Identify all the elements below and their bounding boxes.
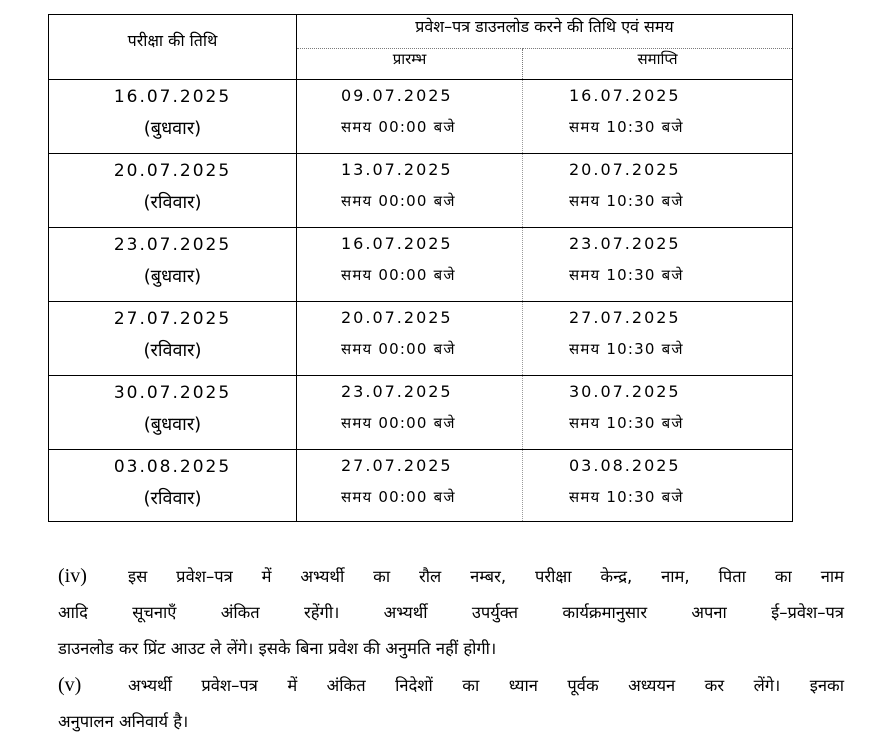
- end-time: समय 10:30 बजे: [569, 340, 684, 358]
- exam-day: (रविवार): [143, 340, 202, 361]
- table-row: [49, 154, 793, 228]
- start-cell: [297, 154, 523, 228]
- note-line: [58, 558, 844, 595]
- exam-date-cell: [49, 228, 297, 302]
- end-time: समय 10:30 बजे: [569, 118, 684, 136]
- start-date: 13.07.2025: [341, 160, 453, 179]
- exam-date-cell: [49, 450, 297, 522]
- end-cell: [523, 154, 793, 228]
- note-line: आदि सूचनाएँ अंकित रहेंगी। अभ्यर्थी उपर्युक्त कार्यक्रमानुसार अपना ई–प्रवेश–पत्र: [58, 603, 844, 622]
- note-text: अभ्यर्थी प्रवेश–पत्र में अंकित निदेशों का ध्यान पूर्वक अध्ययन कर लेंगे। इनका: [128, 676, 844, 695]
- end-date: 23.07.2025: [569, 234, 681, 253]
- note-line: अनुपालन अनिवार्य है।: [58, 712, 189, 731]
- start-cell: [297, 228, 523, 302]
- note-v: [58, 667, 844, 740]
- exam-date-cell: [49, 376, 297, 450]
- note-text: इस प्रवेश–पत्र में अभ्यर्थी का रौल नम्बर, परीक्षा केन्द्र, नाम, पिता का नाम: [128, 567, 844, 586]
- exam-date: 20.07.2025: [113, 161, 232, 181]
- end-time: समय 10:30 बजे: [569, 414, 684, 432]
- header-row: [49, 15, 793, 49]
- end-date: 30.07.2025: [569, 382, 681, 401]
- end-date: 27.07.2025: [569, 308, 681, 327]
- table-row: [49, 376, 793, 450]
- start-cell: [297, 376, 523, 450]
- end-time: समय 10:30 बजे: [569, 488, 684, 506]
- admit-card-schedule-table: [48, 14, 793, 522]
- start-cell: [297, 302, 523, 376]
- start-time: समय 00:00 बजे: [341, 118, 456, 136]
- exam-date: 30.07.2025: [113, 383, 232, 403]
- start-time: समय 00:00 बजे: [341, 414, 456, 432]
- note-line: डाउनलोड कर प्रिंट आउट ले लेंगे। इसके बिना प्रवेश की अनुमति नहीं होगी।: [58, 639, 497, 658]
- header-start: प्रारम्भ: [297, 49, 523, 80]
- start-time: समय 00:00 बजे: [341, 488, 456, 506]
- exam-day: (रविवार): [143, 488, 202, 509]
- instructions: [58, 558, 844, 740]
- header-exam-date: परीक्षा की तिथि: [49, 15, 297, 80]
- note-line: [58, 667, 844, 704]
- header-end: समाप्ति: [523, 49, 793, 80]
- start-cell: [297, 80, 523, 154]
- start-time: समय 00:00 बजे: [341, 266, 456, 284]
- start-date: 20.07.2025: [341, 308, 453, 327]
- table-row: [49, 228, 793, 302]
- start-time: समय 00:00 बजे: [341, 340, 456, 358]
- end-cell: [523, 450, 793, 522]
- exam-date: 03.08.2025: [113, 457, 232, 477]
- note-marker: (iv): [58, 565, 87, 587]
- exam-date-cell: [49, 80, 297, 154]
- end-time: समय 10:30 बजे: [569, 266, 684, 284]
- exam-date-cell: [49, 302, 297, 376]
- end-date: 20.07.2025: [569, 160, 681, 179]
- end-date: 03.08.2025: [569, 456, 681, 475]
- exam-day: (बुधवार): [143, 266, 202, 287]
- table-row: [49, 80, 793, 154]
- exam-date: 23.07.2025: [113, 235, 232, 255]
- exam-day: (रविवार): [143, 192, 202, 213]
- exam-day: (बुधवार): [143, 414, 202, 435]
- start-date: 16.07.2025: [341, 234, 453, 253]
- end-cell: [523, 302, 793, 376]
- exam-day: (बुधवार): [143, 118, 202, 139]
- header-download-window: प्रवेश–पत्र डाउनलोड करने की तिथि एवं समय: [297, 15, 793, 49]
- start-cell: [297, 450, 523, 522]
- start-time: समय 00:00 बजे: [341, 192, 456, 210]
- start-date: 23.07.2025: [341, 382, 453, 401]
- exam-date: 16.07.2025: [113, 87, 232, 107]
- start-date: 09.07.2025: [341, 86, 453, 105]
- end-time: समय 10:30 बजे: [569, 192, 684, 210]
- exam-date-cell: [49, 154, 297, 228]
- end-cell: [523, 80, 793, 154]
- end-date: 16.07.2025: [569, 86, 681, 105]
- table-row: [49, 450, 793, 522]
- start-date: 27.07.2025: [341, 456, 453, 475]
- end-cell: [523, 228, 793, 302]
- table-row: [49, 302, 793, 376]
- note-iv: [58, 558, 844, 667]
- exam-date: 27.07.2025: [113, 309, 232, 329]
- end-cell: [523, 376, 793, 450]
- note-marker: (v): [58, 674, 82, 696]
